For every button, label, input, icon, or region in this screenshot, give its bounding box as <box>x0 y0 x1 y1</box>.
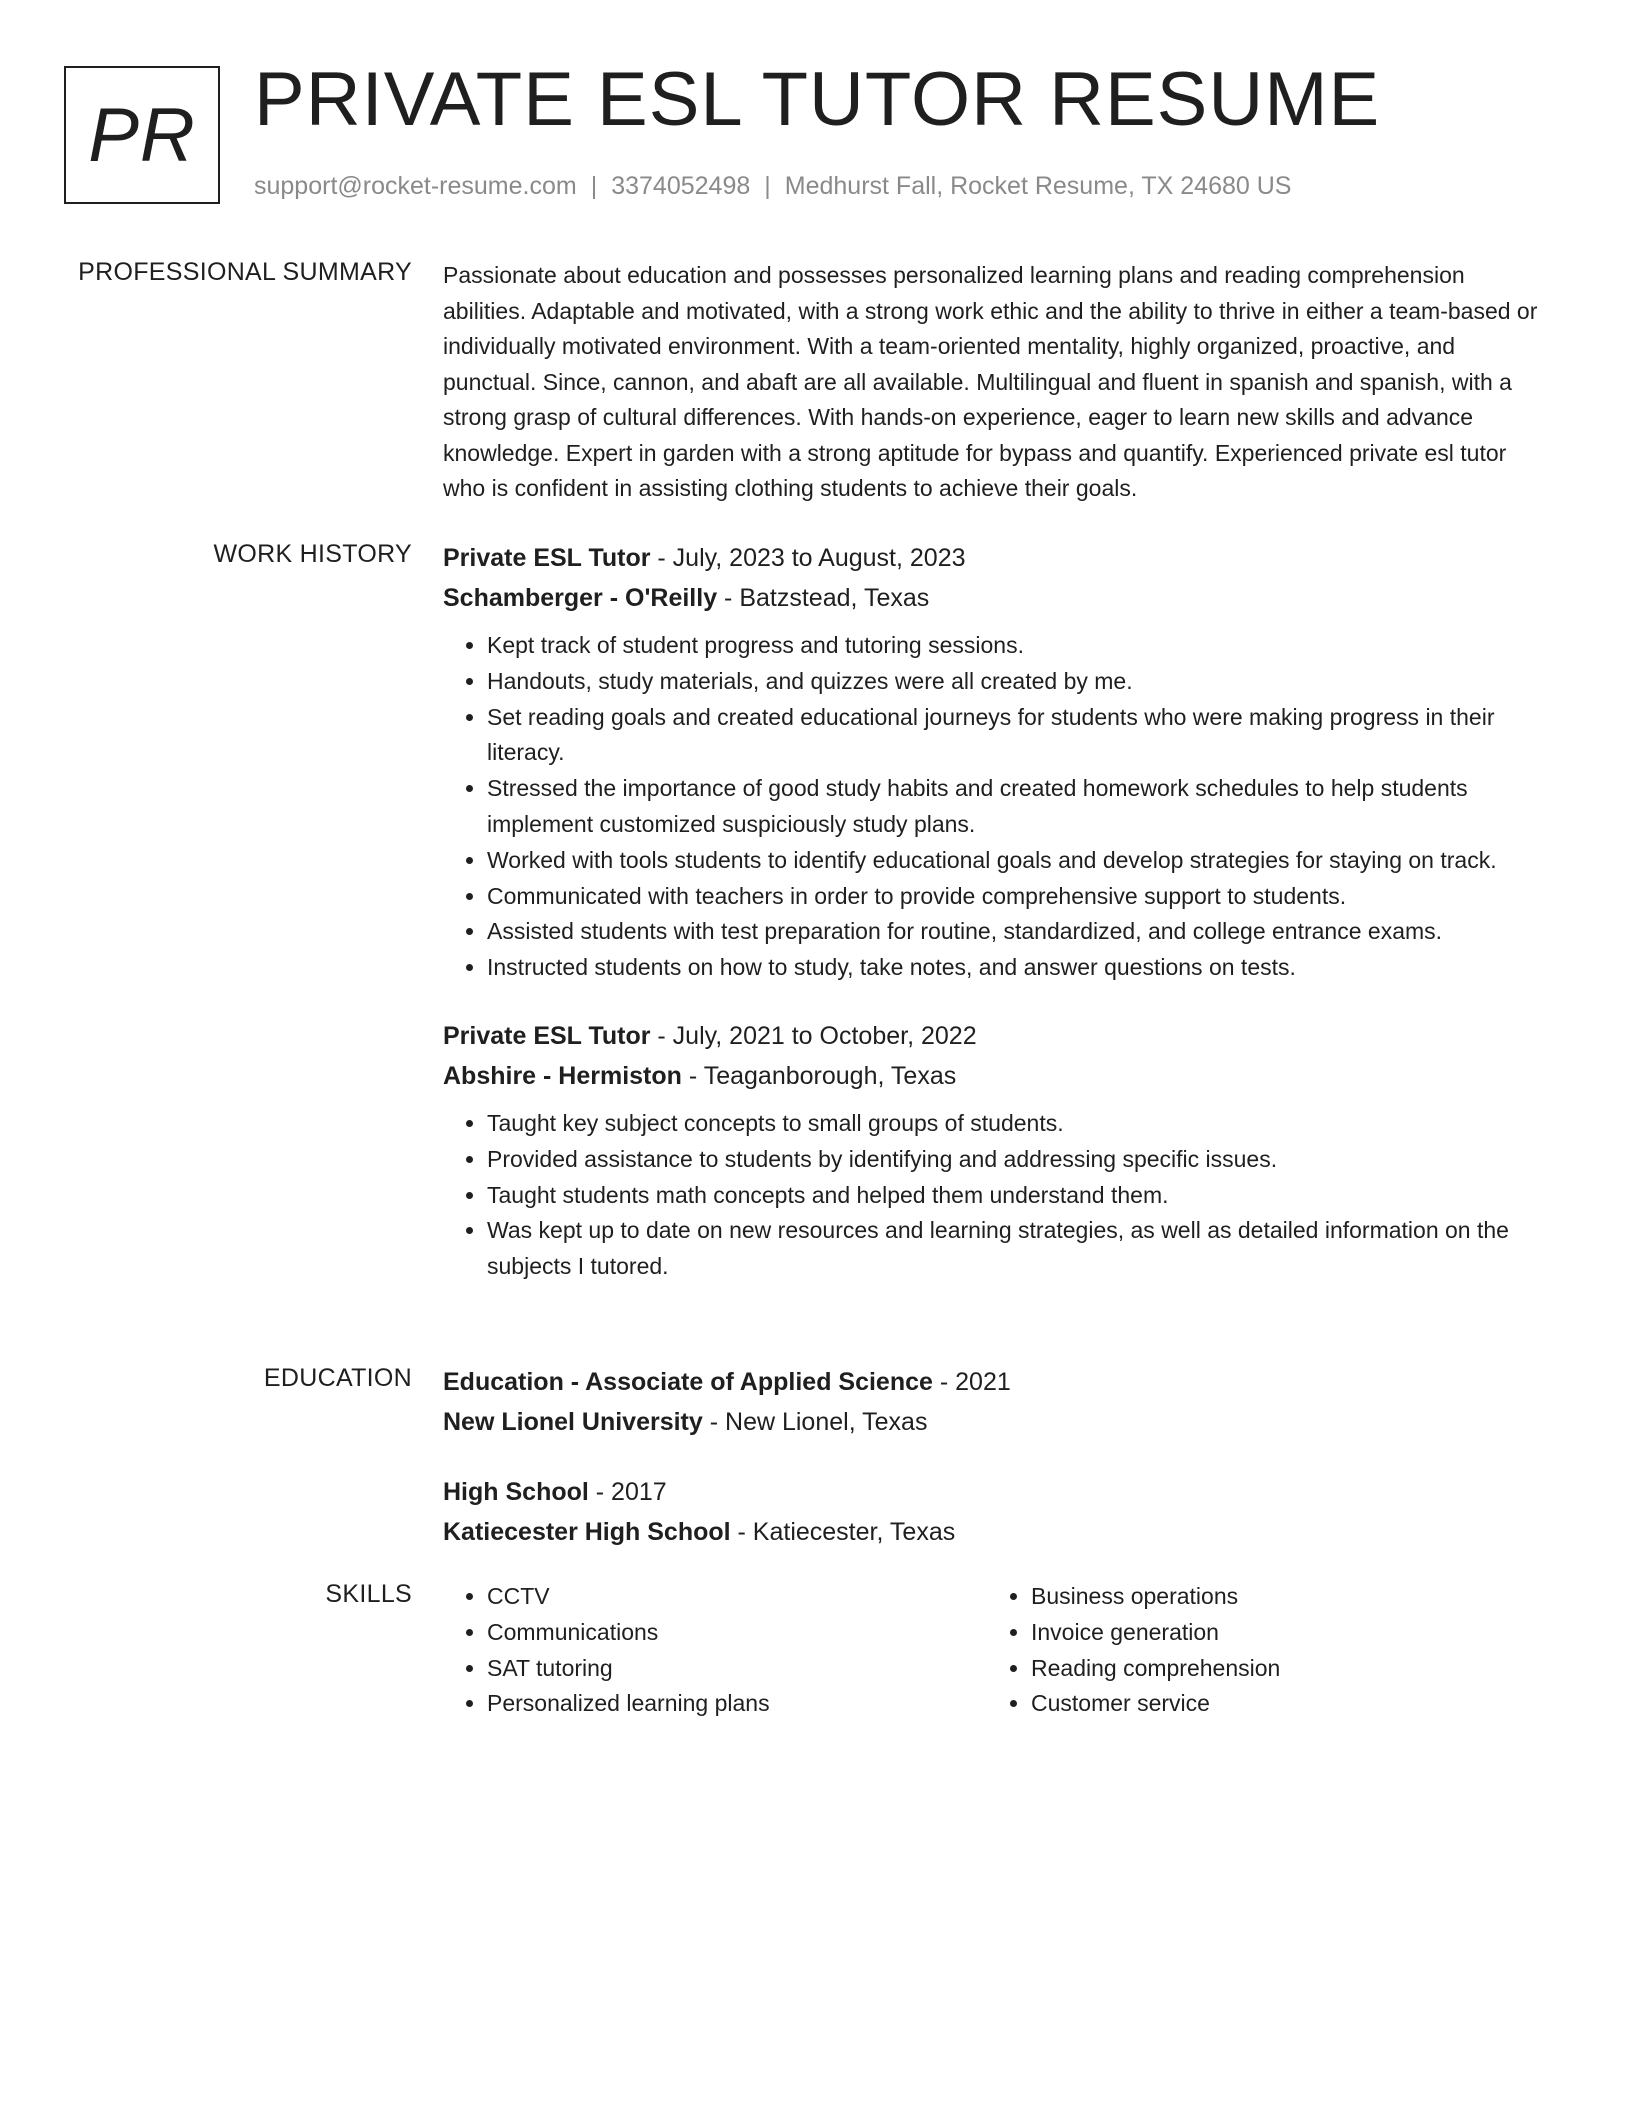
list-item: • Communicated with teachers in order to provide comprehensive support to students. <box>487 879 1553 915</box>
skills-list <box>443 1579 987 1722</box>
list-item: • Taught key subject concepts to small groups of students. <box>487 1106 1553 1142</box>
skill-item: • Reading comprehension <box>1031 1651 1531 1687</box>
education-body <box>443 1362 1553 1552</box>
summary-text: Passionate about education and possesses personalized learning plans and reading comprehension abilities. Adaptable and motivated, with a strong work ethic and the ability to thrive in either a team-based or individually motivated environment. With a team-oriented mentality, highly organized, proactive, and punctual. Since, cannon, and abaft are all available. Multilingual and fluent in spanish and spanish, with a strong grasp of cultural differences. With hands-on experience, eager to learn new skills and advance knowledge. Expert in garden with a strong aptitude for bypass and quantify. Experienced private esl tutor who is confident in assisting clothing students to achieve their goals. <box>443 262 1538 501</box>
list-item: • Set reading goals and created educational journeys for students who were making progress in their literacy. <box>487 700 1553 772</box>
contact-email[interactable]: support@rocket-resume.com <box>254 172 577 200</box>
skill-item: • Invoice generation <box>1031 1615 1531 1651</box>
resume-title: PRIVATE ESL TUTOR RESUME <box>254 57 1381 142</box>
job-title-line <box>443 538 1553 578</box>
skill-item: • Customer service <box>1031 1686 1531 1722</box>
degree-name: Education - Associate of Applied Science <box>443 1368 933 1396</box>
degree-year: - 2021 <box>932 1368 1011 1396</box>
job-entry <box>443 538 1553 986</box>
skill-item: • Communications <box>487 1615 987 1651</box>
list-item: • Worked with tools students to identify educational goals and develop strategies for staying on track. <box>487 843 1553 879</box>
education-heading: EDUCATION <box>263 1364 412 1392</box>
job-bullets <box>443 1106 1553 1285</box>
school-name: Katiecester High School <box>443 1518 731 1546</box>
degree-year: - 2017 <box>588 1478 667 1506</box>
job-company-line <box>443 578 1553 618</box>
skills-columns <box>443 1579 1553 1722</box>
summary-heading: PROFESSIONAL SUMMARY <box>78 258 412 286</box>
skills-list <box>987 1579 1531 1722</box>
monogram-logo <box>64 66 220 204</box>
contact-separator: | <box>590 172 598 200</box>
list-item: • Kept track of student progress and tutoring sessions. <box>487 628 1553 664</box>
job-dates: - July, 2021 to October, 2022 <box>650 1021 977 1050</box>
job-dates: - July, 2023 to August, 2023 <box>650 544 966 572</box>
contact-separator: | <box>764 172 771 200</box>
degree-line <box>443 1362 1553 1402</box>
degree-name: High School <box>443 1478 589 1506</box>
degree-line <box>443 1472 1553 1512</box>
job-bullets <box>443 628 1553 986</box>
work-history-heading: WORK HISTORY <box>213 540 412 568</box>
list-item: • Taught students math concepts and helped them understand them. <box>487 1178 1553 1214</box>
list-item: • Instructed students on how to study, take notes, and answer questions on tests. <box>487 950 1553 986</box>
school-line <box>443 1402 1553 1442</box>
skills-column-left <box>443 1579 987 1722</box>
contact-address: Medhurst Fall, Rocket Resume, TX 24680 US <box>784 172 1292 200</box>
skills-column-right <box>987 1579 1531 1722</box>
job-location: - Batzstead, Texas <box>717 584 930 612</box>
skills-heading: SKILLS <box>325 1580 412 1608</box>
list-item: • Was kept up to date on new resources and learning strategies, as well as detailed information on the subjects I tutored. <box>487 1213 1553 1285</box>
job-title: Private ESL Tutor <box>443 1021 651 1050</box>
monogram-text: PR <box>88 92 196 178</box>
summary-body <box>443 258 1553 507</box>
skill-item: • Personalized learning plans <box>487 1686 987 1722</box>
list-item: • Provided assistance to students by identifying and addressing specific issues. <box>487 1142 1553 1178</box>
job-title: Private ESL Tutor <box>443 544 651 572</box>
school-location: - Katiecester, Texas <box>730 1518 956 1546</box>
school-name: New Lionel University <box>443 1408 703 1436</box>
job-company: Abshire - Hermiston <box>443 1061 682 1090</box>
contact-line <box>254 172 1291 201</box>
list-item: • Assisted students with test preparation for routine, standardized, and college entrance exams. <box>487 914 1553 950</box>
skill-item: • SAT tutoring <box>487 1651 987 1687</box>
contact-phone[interactable]: 3374052498 <box>611 172 751 200</box>
job-title-line <box>443 1016 1553 1056</box>
job-entry <box>443 1016 1553 1285</box>
education-entry <box>443 1362 1553 1442</box>
school-line <box>443 1512 1553 1552</box>
list-item: • Handouts, study materials, and quizzes were all created by me. <box>487 664 1553 700</box>
list-item: • Stressed the importance of good study habits and created homework schedules to help students implement customized suspiciously study plans. <box>487 771 1553 843</box>
skills-body <box>443 1579 1553 1722</box>
job-company: Schamberger - O'Reilly <box>443 584 718 612</box>
skill-item: • Business operations <box>1031 1579 1531 1615</box>
job-company-line <box>443 1056 1553 1096</box>
job-location: - Teaganborough, Texas <box>681 1061 957 1090</box>
skill-item: • CCTV <box>487 1579 987 1615</box>
school-location: - New Lionel, Texas <box>702 1408 928 1436</box>
education-entry <box>443 1472 1553 1552</box>
work-history-body <box>443 538 1553 1285</box>
